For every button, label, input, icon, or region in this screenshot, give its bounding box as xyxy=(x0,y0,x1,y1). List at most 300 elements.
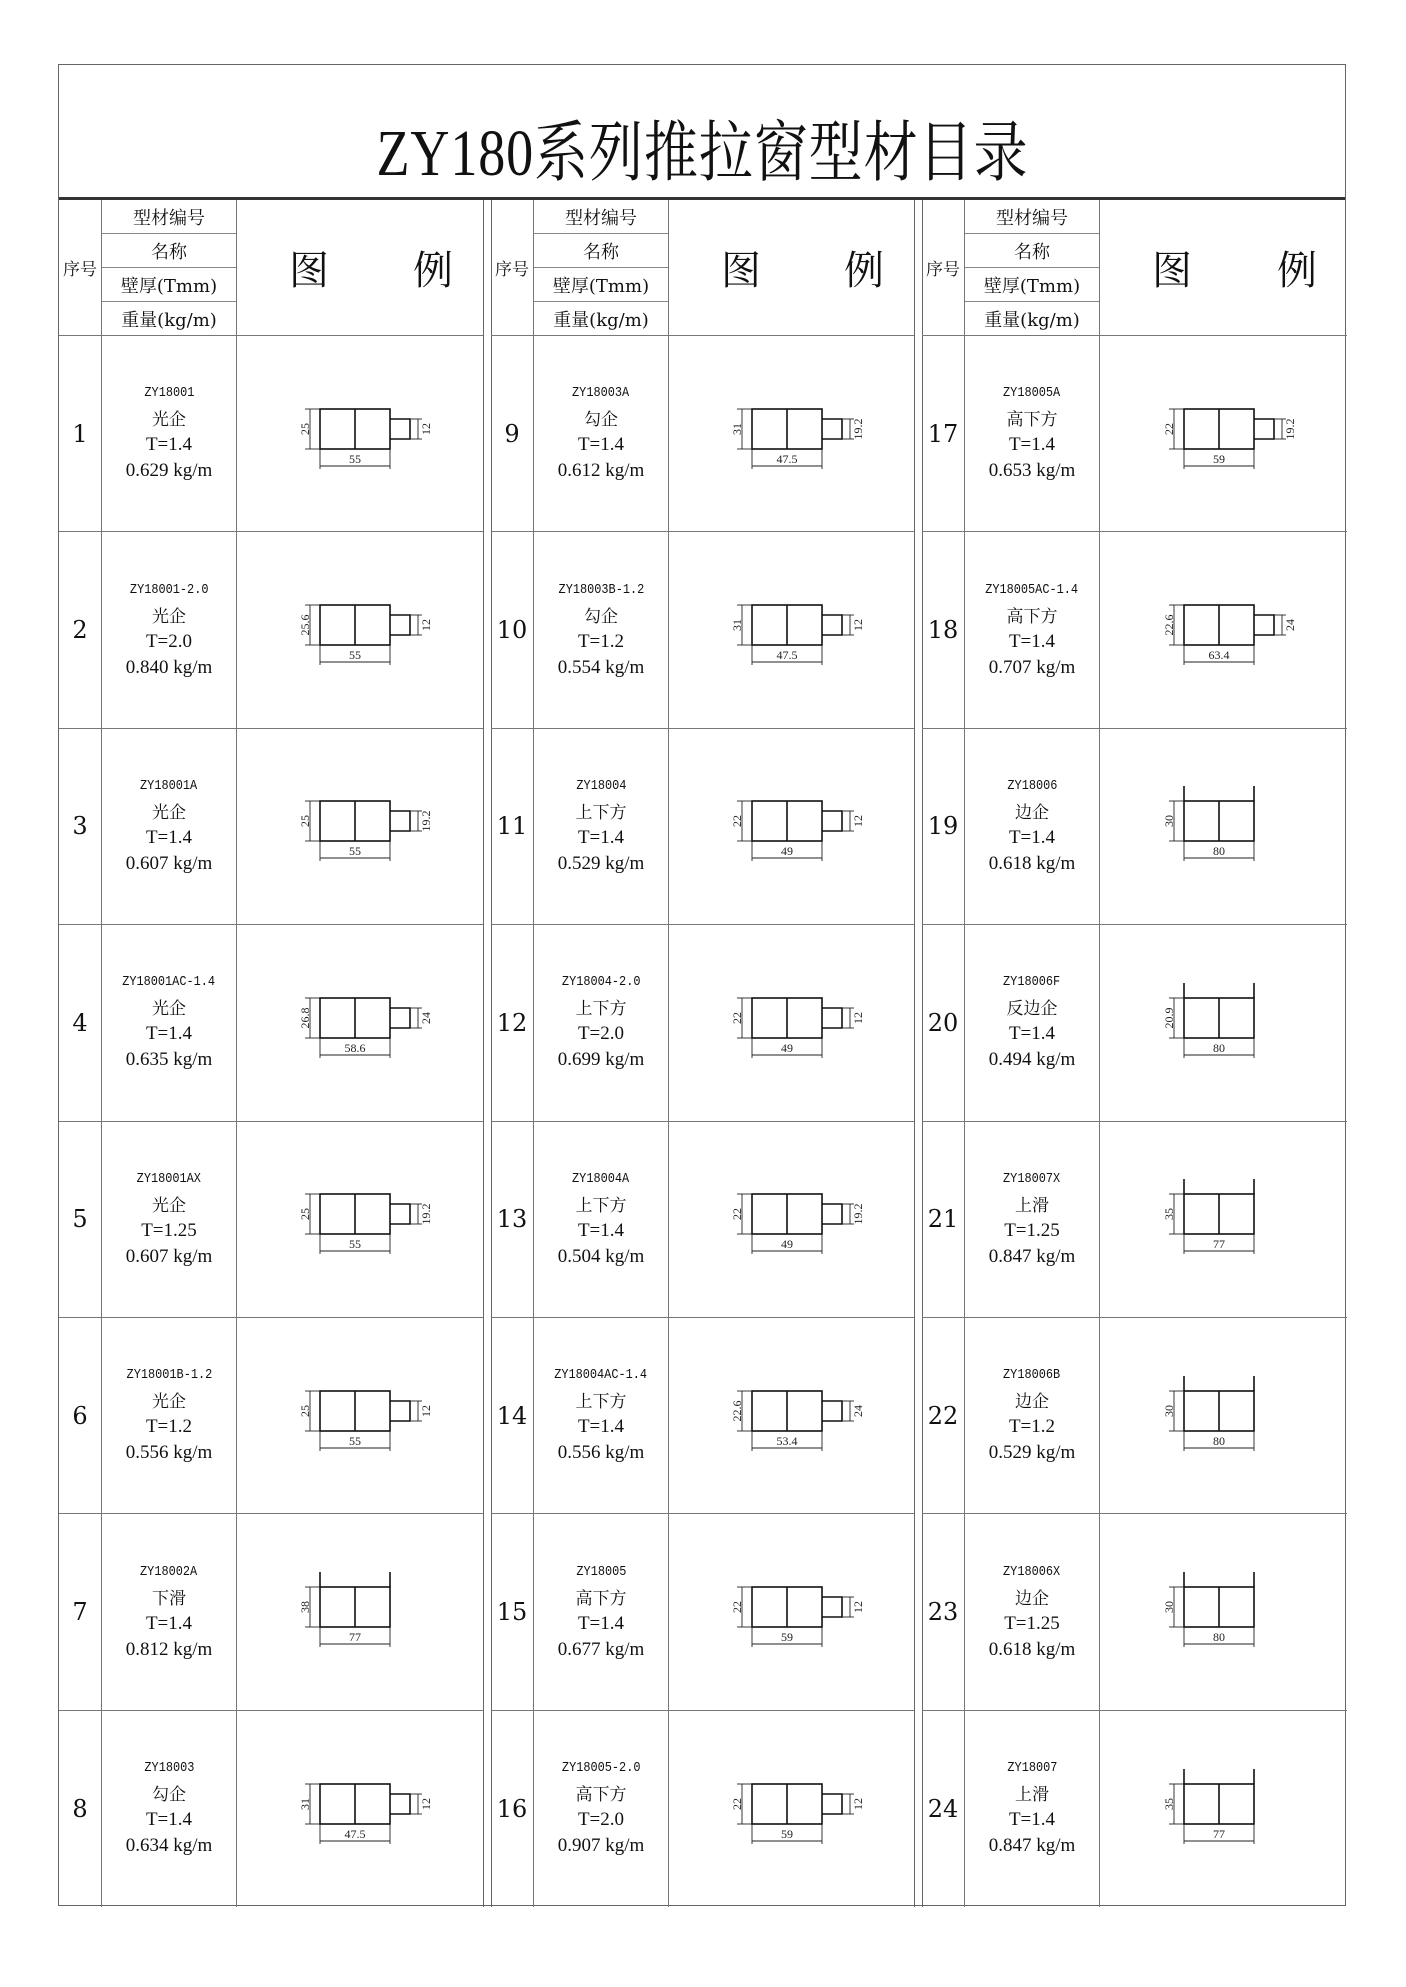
profile-section-icon xyxy=(1124,374,1324,494)
profile-info xyxy=(102,532,237,727)
dim-right: 24 xyxy=(1282,619,1297,632)
profile-name: 边企 xyxy=(1015,1588,1049,1609)
profile-drawing xyxy=(1100,1514,1347,1709)
table-row xyxy=(59,532,483,728)
header-figure-left: 图 xyxy=(289,248,329,294)
profile-info xyxy=(102,1318,237,1513)
profile-info xyxy=(965,532,1100,727)
row-number: 20 xyxy=(922,925,965,1120)
dim-right: 12 xyxy=(419,1404,433,1417)
dim-width: 63.4 xyxy=(1208,648,1229,663)
dim-right: 12 xyxy=(419,619,433,632)
dim-width: 59 xyxy=(780,1630,793,1645)
dim-height: 22.6 xyxy=(729,1400,744,1422)
profile-info xyxy=(102,1514,237,1709)
profile-thickness: T=1.4 xyxy=(577,826,625,848)
profile-thickness: T=1.4 xyxy=(577,1219,625,1241)
profile-info xyxy=(102,1122,237,1317)
row-number: 2 xyxy=(59,532,102,727)
profile-weight: 0.653 kg/m xyxy=(988,460,1076,482)
profile-weight: 0.635 kg/m xyxy=(125,1049,213,1071)
profile-name: 光企 xyxy=(152,410,186,431)
row-number: 23 xyxy=(922,1514,965,1709)
profile-section-icon xyxy=(1124,766,1324,886)
profile-weight: 0.556 kg/m xyxy=(125,1442,213,1464)
dim-width: 55 xyxy=(349,648,361,663)
profile-name: 上下方 xyxy=(575,802,627,823)
table-row xyxy=(922,1318,1347,1514)
dim-width: 49 xyxy=(780,1040,793,1055)
header-name: 名称 xyxy=(102,234,236,268)
profile-info xyxy=(534,1711,669,1907)
profile-thickness: T=2.0 xyxy=(145,630,193,652)
profile-name: 勾企 xyxy=(152,1785,186,1806)
catalog-section-2 xyxy=(491,200,914,1907)
dim-height: 26.8 xyxy=(298,1007,312,1029)
profile-thickness: T=1.25 xyxy=(1004,1219,1060,1241)
header-weight: 重量(kg/m) xyxy=(984,310,1080,331)
profile-info xyxy=(534,729,669,924)
profile-drawing xyxy=(669,532,914,727)
row-number: 16 xyxy=(491,1711,534,1907)
profile-drawing xyxy=(669,1122,914,1317)
dim-height: 30 xyxy=(1161,1404,1176,1417)
row-number: 18 xyxy=(922,532,965,727)
profile-name: 光企 xyxy=(152,606,186,627)
dim-width: 77 xyxy=(1212,1237,1225,1252)
profile-weight: 0.847 kg/m xyxy=(988,1245,1076,1267)
dim-right: 12 xyxy=(419,1797,433,1810)
profile-drawing xyxy=(237,1711,483,1907)
profile-drawing xyxy=(1100,1711,1347,1907)
profile-name: 上下方 xyxy=(575,999,627,1020)
profile-drawing xyxy=(1100,336,1347,531)
dim-width: 58.6 xyxy=(344,1040,366,1055)
profile-info xyxy=(965,1711,1100,1907)
profile-code: ZY18001A xyxy=(140,777,198,794)
profile-info xyxy=(534,1514,669,1709)
profile-name: 上滑 xyxy=(1015,1195,1049,1216)
dim-width: 80 xyxy=(1212,1433,1225,1448)
profile-section-icon xyxy=(260,1356,460,1476)
table-row xyxy=(59,1711,483,1907)
profile-code: ZY18005 xyxy=(576,1563,626,1580)
dim-width: 47.5 xyxy=(776,648,797,663)
profile-weight: 0.556 kg/m xyxy=(557,1442,645,1464)
header-name: 名称 xyxy=(534,234,668,268)
profile-thickness: T=1.4 xyxy=(577,1416,625,1438)
dim-width: 55 xyxy=(349,844,361,859)
profile-thickness: T=2.0 xyxy=(577,1809,625,1831)
dim-right: 19.2 xyxy=(1282,418,1297,440)
dim-height: 25 xyxy=(298,1208,312,1221)
profile-weight: 0.699 kg/m xyxy=(557,1049,645,1071)
catalog-section-3 xyxy=(922,200,1347,1907)
profile-weight: 0.504 kg/m xyxy=(557,1245,645,1267)
header-figure-right: 例 xyxy=(1277,248,1317,294)
dim-right: 19.2 xyxy=(850,418,865,440)
profile-weight: 0.607 kg/m xyxy=(125,1245,213,1267)
dim-height: 20.9 xyxy=(1161,1007,1176,1029)
profile-thickness: T=1.4 xyxy=(145,1023,193,1045)
profile-thickness: T=2.0 xyxy=(577,1023,625,1045)
profile-drawing xyxy=(669,336,914,531)
table-row xyxy=(491,1514,914,1710)
dim-height: 22 xyxy=(729,1011,744,1024)
profile-weight: 0.618 kg/m xyxy=(988,1638,1076,1660)
row-number: 8 xyxy=(59,1711,102,1907)
table-row xyxy=(922,336,1347,532)
profile-code: ZY18002A xyxy=(140,1563,198,1580)
dim-height: 22 xyxy=(729,1601,744,1614)
profile-code: ZY18006F xyxy=(1003,974,1061,991)
profile-section-icon xyxy=(260,963,460,1083)
profile-drawing xyxy=(1100,925,1347,1120)
header-figure xyxy=(237,200,483,335)
dim-width: 77 xyxy=(1212,1826,1225,1841)
dim-right: 19.2 xyxy=(419,810,433,832)
profile-drawing xyxy=(237,532,483,727)
dim-height: 22.6 xyxy=(1161,614,1176,636)
profile-thickness: T=1.4 xyxy=(577,434,625,456)
dim-right: 24 xyxy=(850,1404,865,1417)
dim-right: 12 xyxy=(850,815,865,828)
dim-width: 47.5 xyxy=(776,451,797,466)
profile-name: 光企 xyxy=(152,1392,186,1413)
profile-weight: 0.840 kg/m xyxy=(125,656,213,678)
dim-height: 22 xyxy=(729,1797,744,1810)
dim-height: 31 xyxy=(298,1797,312,1810)
header-thickness: 壁厚(Tmm) xyxy=(965,268,1099,302)
table-row xyxy=(491,336,914,532)
profile-thickness: T=1.4 xyxy=(1008,1023,1056,1045)
profile-info xyxy=(965,1122,1100,1317)
profile-name: 光企 xyxy=(152,999,186,1020)
header-labels xyxy=(102,200,237,335)
header-figure xyxy=(1100,200,1347,335)
profile-code: ZY18005-2.0 xyxy=(561,1760,641,1777)
profile-info xyxy=(965,925,1100,1120)
profile-name: 反边企 xyxy=(1006,999,1058,1020)
profile-info xyxy=(102,336,237,531)
dim-width: 59 xyxy=(780,1826,793,1841)
table-body xyxy=(922,336,1347,1907)
table-row xyxy=(491,1318,914,1514)
profile-name: 上下方 xyxy=(575,1392,627,1413)
row-number: 13 xyxy=(491,1122,534,1317)
profile-section-icon xyxy=(260,1159,460,1279)
profile-drawing xyxy=(669,1711,914,1907)
row-number: 15 xyxy=(491,1514,534,1709)
profile-section-icon xyxy=(260,1552,460,1672)
dim-width: 49 xyxy=(780,1237,793,1252)
dim-height: 35 xyxy=(1161,1797,1176,1810)
dim-right: 19.2 xyxy=(419,1203,433,1225)
profile-code: ZY18006B xyxy=(1003,1367,1061,1384)
profile-section-icon xyxy=(692,963,892,1083)
profile-name: 光企 xyxy=(152,1195,186,1216)
profile-drawing xyxy=(669,729,914,924)
profile-thickness: T=1.2 xyxy=(577,630,625,652)
header-seq: 序号 xyxy=(491,200,534,335)
header-figure-right: 例 xyxy=(844,248,884,294)
profile-code: ZY18005AC-1.4 xyxy=(985,581,1079,598)
header-code: 型材编号 xyxy=(965,200,1099,234)
row-number: 10 xyxy=(491,532,534,727)
dim-right: 12 xyxy=(419,422,433,435)
header-thickness: 壁厚(Tmm) xyxy=(534,268,668,302)
table-row xyxy=(922,1514,1347,1710)
dim-height: 22 xyxy=(729,1208,744,1221)
dim-right: 12 xyxy=(850,619,865,632)
dim-right: 24 xyxy=(419,1011,433,1024)
dim-right: 12 xyxy=(850,1797,865,1810)
profile-thickness: T=1.4 xyxy=(145,1612,193,1634)
profile-name: 上滑 xyxy=(1015,1785,1049,1806)
profile-code: ZY18007 xyxy=(1007,1760,1057,1777)
dim-height: 31 xyxy=(729,619,744,632)
header-name: 名称 xyxy=(965,234,1099,268)
header-code: 型材编号 xyxy=(534,200,668,234)
profile-section-icon xyxy=(260,766,460,886)
header-labels xyxy=(534,200,669,335)
dim-width: 80 xyxy=(1212,844,1225,859)
profile-info xyxy=(102,925,237,1120)
dim-width: 55 xyxy=(349,1433,361,1448)
profile-code: ZY18006 xyxy=(1007,777,1057,794)
row-number: 11 xyxy=(491,729,534,924)
table-row xyxy=(59,729,483,925)
profile-code: ZY18001 xyxy=(144,385,194,402)
profile-drawing xyxy=(237,1514,483,1709)
profile-code: ZY18006X xyxy=(1003,1563,1061,1580)
profile-section-icon xyxy=(692,766,892,886)
table-row xyxy=(59,336,483,532)
header-weight: 重量(kg/m) xyxy=(553,310,649,331)
dim-height: 22 xyxy=(729,815,744,828)
row-number: 12 xyxy=(491,925,534,1120)
dim-height: 35 xyxy=(1161,1208,1176,1221)
dim-right: 12 xyxy=(850,1601,865,1614)
table-row xyxy=(491,1711,914,1907)
profile-name: 勾企 xyxy=(584,410,618,431)
profile-section-icon xyxy=(1124,963,1324,1083)
profile-weight: 0.554 kg/m xyxy=(557,656,645,678)
profile-info xyxy=(965,1514,1100,1709)
dim-width: 80 xyxy=(1212,1630,1225,1645)
profile-name: 边企 xyxy=(1015,1392,1049,1413)
dim-width: 59 xyxy=(1212,451,1225,466)
profile-section-icon xyxy=(692,1356,892,1476)
table-header xyxy=(491,200,914,336)
profile-drawing xyxy=(237,925,483,1120)
profile-name: 高下方 xyxy=(1006,410,1058,431)
row-number: 21 xyxy=(922,1122,965,1317)
row-number: 19 xyxy=(922,729,965,924)
profile-thickness: T=1.4 xyxy=(1008,434,1056,456)
header-thickness: 壁厚(Tmm) xyxy=(102,268,236,302)
profile-drawing xyxy=(669,925,914,1120)
profile-code: ZY18004 xyxy=(576,777,626,794)
profile-section-icon xyxy=(1124,1356,1324,1476)
table-row xyxy=(491,532,914,728)
profile-code: ZY18001AX xyxy=(136,1170,202,1187)
header-figure-right: 例 xyxy=(413,248,453,294)
profile-drawing xyxy=(237,729,483,924)
profile-code: ZY18003A xyxy=(572,385,630,402)
profile-thickness: T=1.4 xyxy=(145,434,193,456)
dim-width: 47.5 xyxy=(344,1826,366,1841)
row-number: 9 xyxy=(491,336,534,531)
profile-section-icon xyxy=(1124,1749,1324,1869)
profile-section-icon xyxy=(692,1552,892,1672)
profile-section-icon xyxy=(692,1749,892,1869)
header-code: 型材编号 xyxy=(102,200,236,234)
table-row xyxy=(491,1122,914,1318)
row-number: 1 xyxy=(59,336,102,531)
profile-drawing xyxy=(1100,532,1347,727)
dim-height: 38 xyxy=(298,1601,312,1614)
profile-name: 下滑 xyxy=(152,1588,186,1609)
table-row xyxy=(59,1122,483,1318)
dim-height: 25 xyxy=(298,1404,312,1417)
profile-drawing xyxy=(1100,1122,1347,1317)
profile-weight: 0.847 kg/m xyxy=(988,1835,1076,1857)
profile-info xyxy=(534,925,669,1120)
profile-section-icon xyxy=(260,374,460,494)
profile-code: ZY18001-2.0 xyxy=(129,581,209,598)
row-number: 24 xyxy=(922,1711,965,1907)
profile-thickness: T=1.4 xyxy=(1008,826,1056,848)
dim-width: 53.4 xyxy=(776,1433,797,1448)
profile-drawing xyxy=(237,336,483,531)
table-row xyxy=(491,925,914,1121)
row-number: 5 xyxy=(59,1122,102,1317)
header-weight: 重量(kg/m) xyxy=(121,310,217,331)
profile-name: 勾企 xyxy=(584,606,618,627)
dim-height: 25 xyxy=(298,422,312,435)
row-number: 7 xyxy=(59,1514,102,1709)
section-divider xyxy=(914,200,915,1907)
profile-info xyxy=(534,1122,669,1317)
table-body xyxy=(491,336,914,1907)
header-labels xyxy=(965,200,1100,335)
profile-code: ZY18005A xyxy=(1003,385,1061,402)
row-number: 6 xyxy=(59,1318,102,1513)
profile-weight: 0.629 kg/m xyxy=(125,460,213,482)
profile-thickness: T=1.25 xyxy=(1004,1612,1060,1634)
dim-height: 30 xyxy=(1161,815,1176,828)
profile-name: 高下方 xyxy=(575,1785,627,1806)
table-row xyxy=(59,1318,483,1514)
profile-thickness: T=1.4 xyxy=(577,1612,625,1634)
profile-drawing xyxy=(237,1122,483,1317)
profile-weight: 0.529 kg/m xyxy=(988,1442,1076,1464)
profile-code: ZY18004AC-1.4 xyxy=(554,1367,648,1384)
profile-code: ZY18003B-1.2 xyxy=(558,581,644,598)
profile-section-icon xyxy=(692,1159,892,1279)
header-figure-left: 图 xyxy=(1152,248,1192,294)
dim-width: 55 xyxy=(349,451,361,466)
dim-right: 12 xyxy=(850,1011,865,1024)
profile-section-icon xyxy=(692,570,892,690)
header-figure xyxy=(669,200,914,335)
profile-weight: 0.529 kg/m xyxy=(557,852,645,874)
header-figure-left: 图 xyxy=(721,248,761,294)
row-number: 4 xyxy=(59,925,102,1120)
profile-info xyxy=(534,336,669,531)
header-seq: 序号 xyxy=(922,200,965,335)
table-body xyxy=(59,336,483,1907)
profile-thickness: T=1.4 xyxy=(145,826,193,848)
dim-width: 49 xyxy=(780,844,793,859)
profile-name: 光企 xyxy=(152,802,186,823)
table-header xyxy=(59,200,483,336)
profile-weight: 0.634 kg/m xyxy=(125,1835,213,1857)
profile-weight: 0.907 kg/m xyxy=(557,1835,645,1857)
profile-drawing xyxy=(1100,1318,1347,1513)
profile-info xyxy=(965,1318,1100,1513)
profile-section-icon xyxy=(692,374,892,494)
catalog-sheet xyxy=(58,64,1346,1906)
title-band xyxy=(59,65,1345,200)
profile-name: 高下方 xyxy=(1006,606,1058,627)
row-number: 17 xyxy=(922,336,965,531)
profile-section-icon xyxy=(1124,1159,1324,1279)
profile-info xyxy=(534,1318,669,1513)
profile-info xyxy=(534,532,669,727)
dim-height: 25 xyxy=(298,815,312,828)
page-title: ZY180系列推拉窗型材目录 xyxy=(376,116,1028,190)
profile-code: ZY18001AC-1.4 xyxy=(122,974,216,991)
catalog-section-1 xyxy=(59,200,483,1907)
dim-right: 19.2 xyxy=(850,1203,865,1225)
row-number: 22 xyxy=(922,1318,965,1513)
table-row xyxy=(922,1122,1347,1318)
table-row xyxy=(922,925,1347,1121)
profile-thickness: T=1.2 xyxy=(145,1416,193,1438)
profile-weight: 0.707 kg/m xyxy=(988,656,1076,678)
profile-drawing xyxy=(669,1318,914,1513)
profile-drawing xyxy=(1100,729,1347,924)
dim-height: 22 xyxy=(1161,422,1176,435)
profile-code: ZY18007X xyxy=(1003,1170,1061,1187)
profile-weight: 0.494 kg/m xyxy=(988,1049,1076,1071)
table-row xyxy=(59,1514,483,1710)
profile-code: ZY18001B-1.2 xyxy=(126,1367,212,1384)
table-row xyxy=(922,729,1347,925)
profile-section-icon xyxy=(260,570,460,690)
table-row xyxy=(491,729,914,925)
dim-width: 55 xyxy=(349,1237,361,1252)
section-divider xyxy=(483,200,484,1907)
dim-height: 25.6 xyxy=(298,614,312,636)
profile-code: ZY18004-2.0 xyxy=(561,974,641,991)
profile-name: 边企 xyxy=(1015,802,1049,823)
profile-info xyxy=(102,1711,237,1907)
table-row xyxy=(922,1711,1347,1907)
profile-thickness: T=1.4 xyxy=(1008,1809,1056,1831)
header-seq: 序号 xyxy=(59,200,102,335)
profile-drawing xyxy=(669,1514,914,1709)
dim-width: 80 xyxy=(1212,1040,1225,1055)
row-number: 14 xyxy=(491,1318,534,1513)
profile-weight: 0.618 kg/m xyxy=(988,852,1076,874)
profile-info xyxy=(965,729,1100,924)
profile-section-icon xyxy=(260,1749,460,1869)
profile-weight: 0.612 kg/m xyxy=(557,460,645,482)
dim-height: 31 xyxy=(729,422,744,435)
